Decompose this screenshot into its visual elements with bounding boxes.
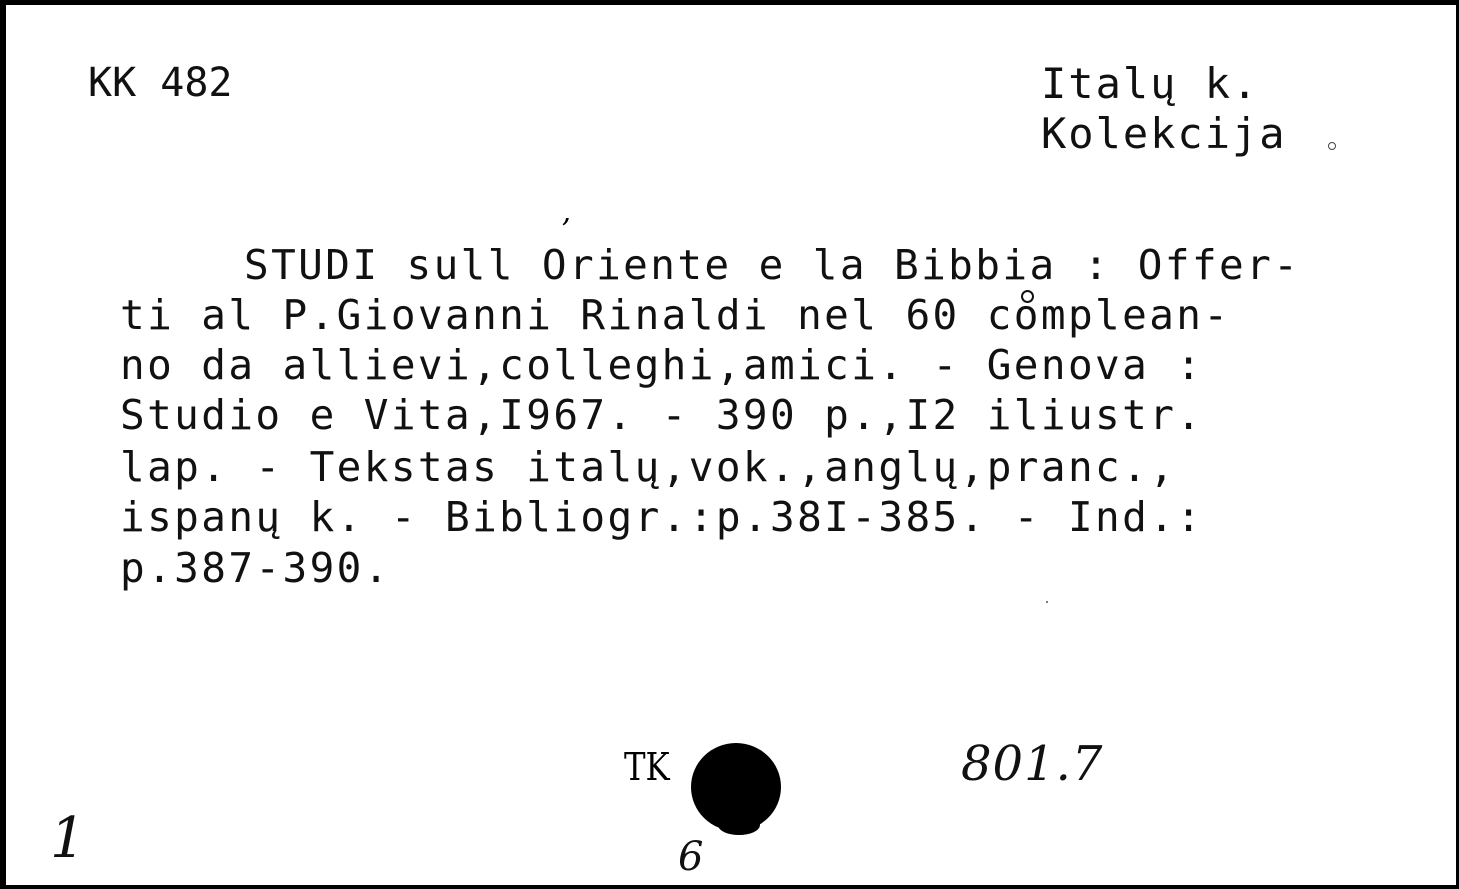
- description-line-3: no da allievi,colleghi,amici. - Genova :: [120, 341, 1204, 389]
- subject-heading-language: Italų k.: [1041, 59, 1260, 108]
- degree-mark: [1021, 290, 1034, 303]
- card-number: 1: [50, 806, 86, 871]
- description-line-1: STUDI sull Oriente e la Bibbia : Offer-: [244, 241, 1301, 289]
- description-line-4: Studio e Vita,I967. - 390 p.,I2 iliustr.: [120, 391, 1204, 439]
- ink-speck: [1046, 601, 1048, 603]
- copy-number: 6: [678, 834, 704, 880]
- call-number: KK 482: [88, 60, 233, 106]
- shelf-number: 801.7: [961, 736, 1104, 792]
- location-code: TK: [624, 745, 670, 789]
- description-line-7: p.387-390.: [120, 544, 391, 592]
- subject-heading-collection: Kolekcija: [1041, 109, 1287, 158]
- description-line-2: ti al P.Giovanni Rinaldi nel 60 complean-: [120, 291, 1231, 339]
- description-line-5: lap. - Tekstas italų,vok.,anglų,pranc.,: [120, 443, 1177, 491]
- punch-hole-tail: [718, 815, 760, 835]
- handwritten-apostrophe: ’: [561, 213, 571, 248]
- description-line-6: ispanų k. - Bibliogr.:p.38I-385. - Ind.:: [120, 493, 1204, 541]
- ink-dot: [1328, 142, 1336, 150]
